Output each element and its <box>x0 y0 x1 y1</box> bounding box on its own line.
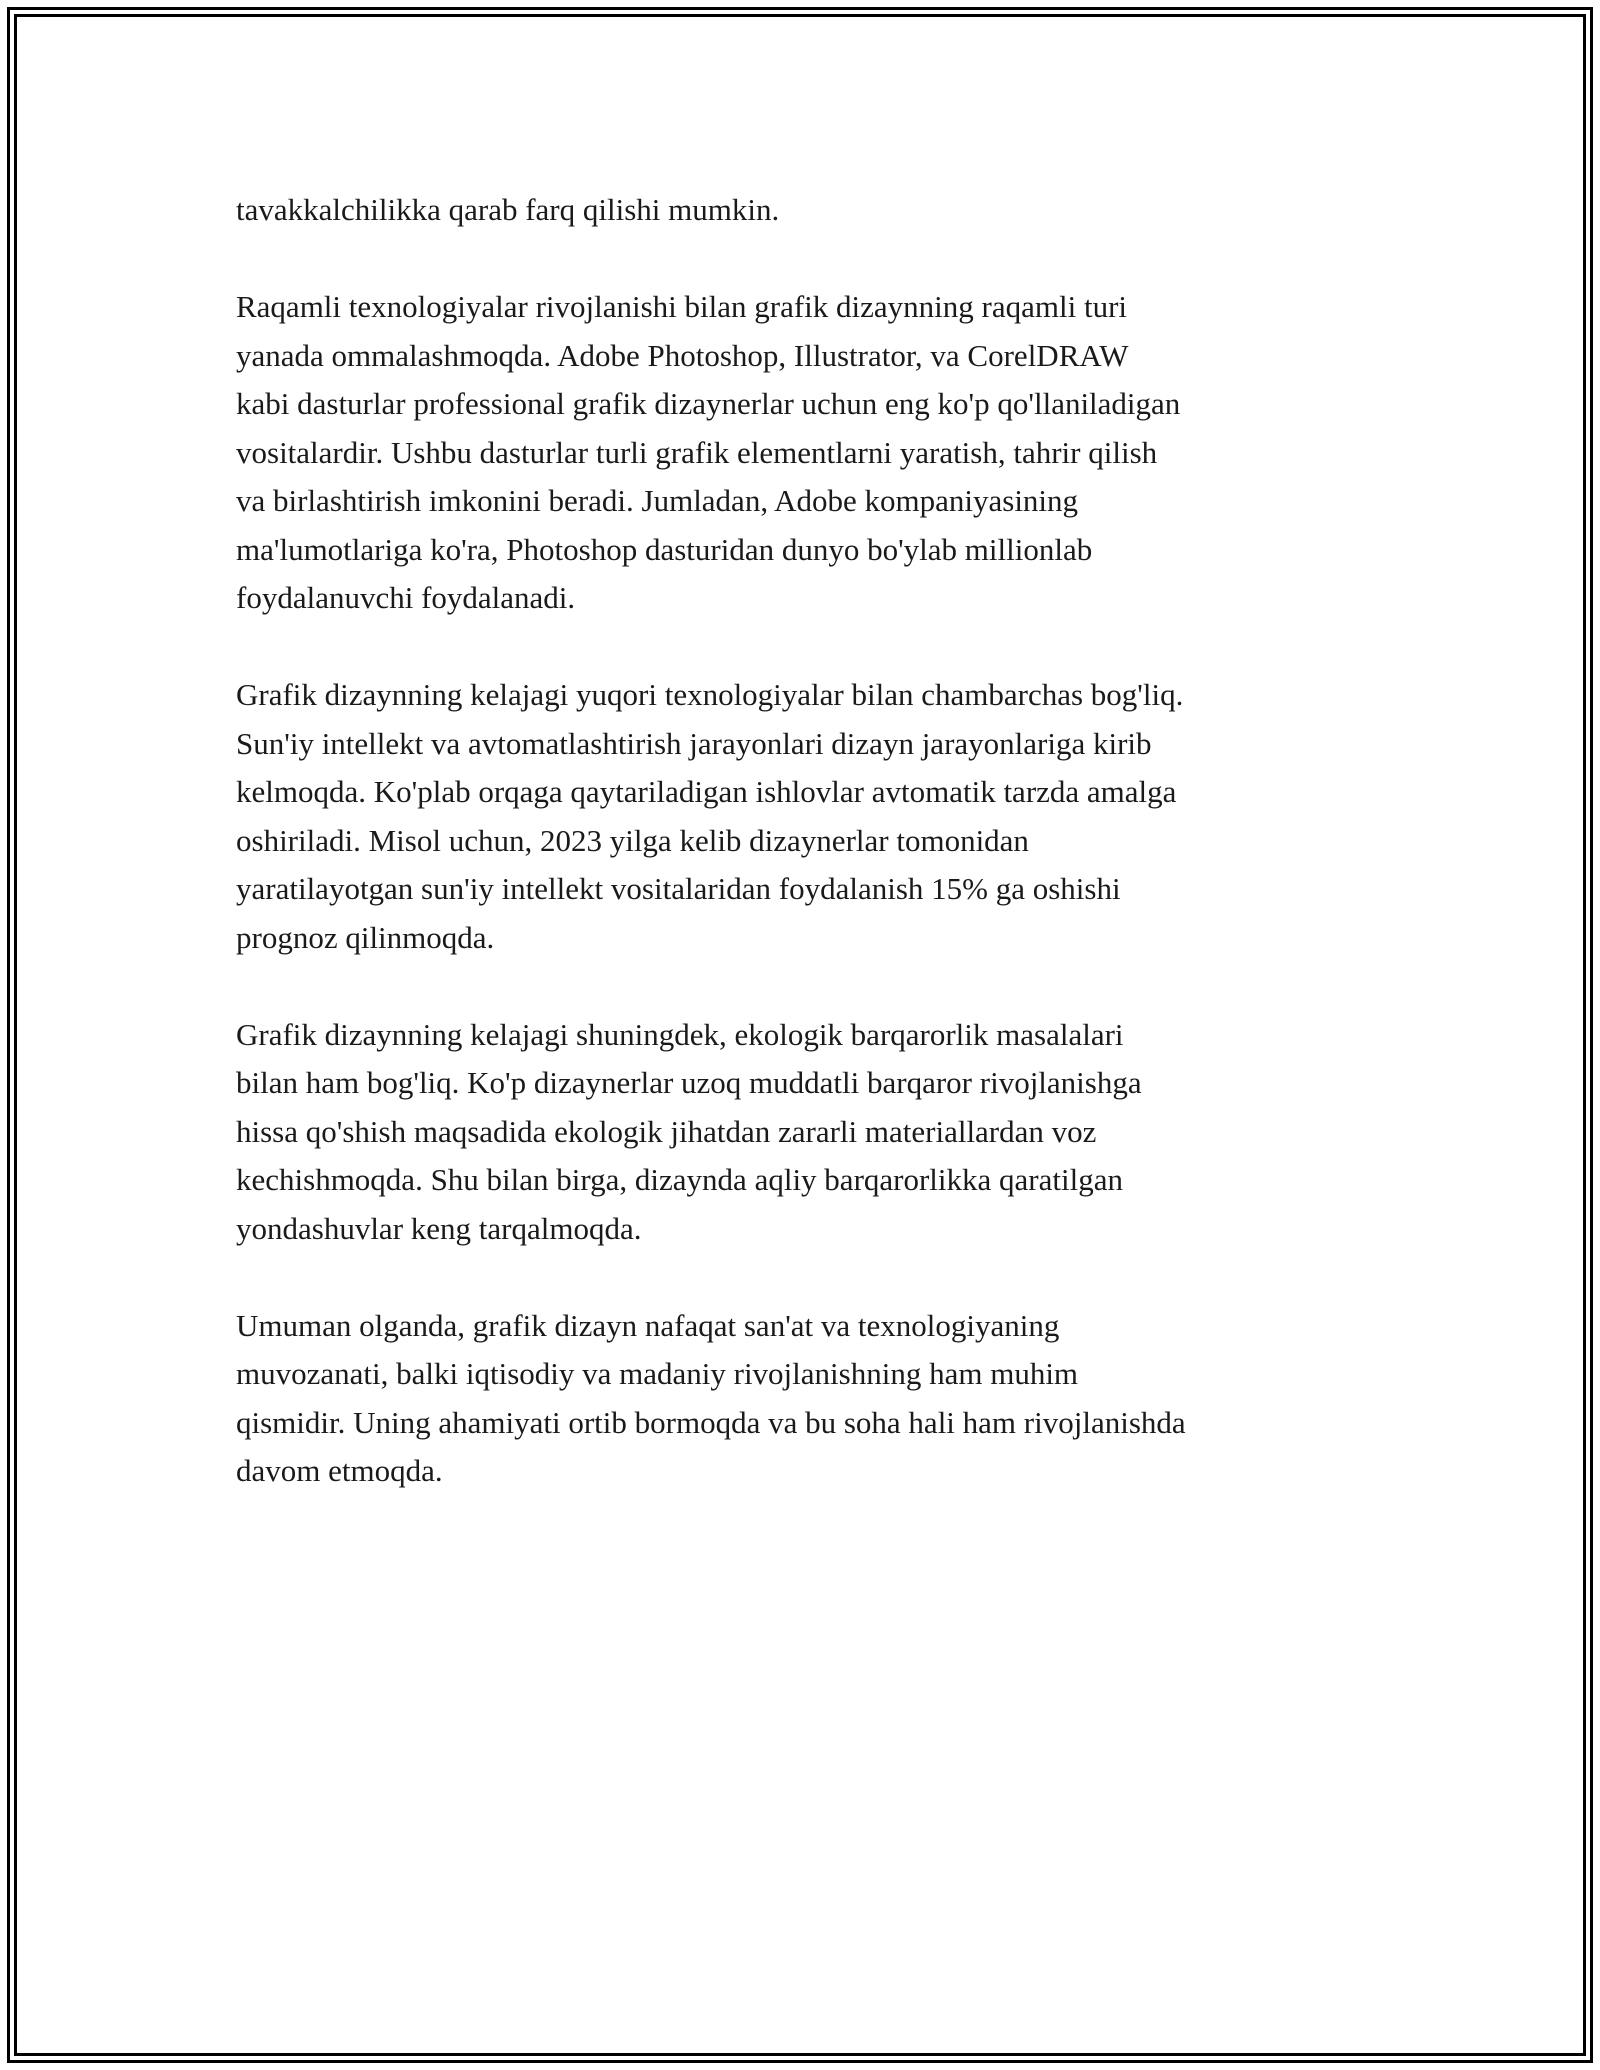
paragraph-continuation: tavakkalchilikka qarab farq qilishi mumkin. <box>236 192 780 227</box>
paragraph-ecology: Grafik dizaynning kelajagi shuningdek, ekologik barqarorlik masalalari bilan ham bog'liq. Ko'p dizaynerlar uzoq muddatli barqaror rivojlanishga hissa qo'shish maqsadida ekologik jihatdan zararli materiallardan voz kechishmoqda. Shu bilan birga, dizaynda aqliy barqarorlikka qaratilgan yondashuvlar keng tarqalmoqda. <box>236 1016 1142 1246</box>
document-body <box>236 186 1386 1544</box>
paragraph-future-technology: Grafik dizaynning kelajagi yuqori texnologiyalar bilan chambarchas bog'liq. Sun'iy intellekt va avtomatlashtirish jarayonlari dizayn jarayonlariga kirib kelmoqda. Ko'plab orqaga qaytariladigan ishlovlar avtomatik tarzda amalga oshiriladi. Misol uchun, 2023 yilga kelib dizaynerlar tomonidan yaratilayotgan sun'iy intellekt vositalaridan foydalanish 15% ga oshishi prognoz qilinmoqda. <box>236 677 1184 955</box>
paragraph-digital-tools: Raqamli texnologiyalar rivojlanishi bilan grafik dizaynning raqamli turi yanada ommalashmoqda. Adobe Photoshop, Illustrator, va CorelDRAW kabi dasturlar professional grafik dizaynerlar uchun eng ko'p qo'llaniladigan vositalardir. Ushbu dasturlar turli grafik elementlarni yaratish, tahrir qilish va birlashtirish imkonini beradi. Jumladan, Adobe kompaniyasining ma'lumotlariga ko'ra, Photoshop dasturidan dunyo bo'ylab millionlab foydalanuvchi foydalanadi. <box>236 289 1181 615</box>
paragraph-conclusion: Umuman olganda, grafik dizayn nafaqat san'at va texnologiyaning muvozanati, balki iqtisodiy va madaniy rivojlanishning ham muhim qismidir. Uning ahamiyati ortib bormoqda va bu soha hali ham rivojlanishda davom etmoqda. <box>236 1307 1186 1488</box>
